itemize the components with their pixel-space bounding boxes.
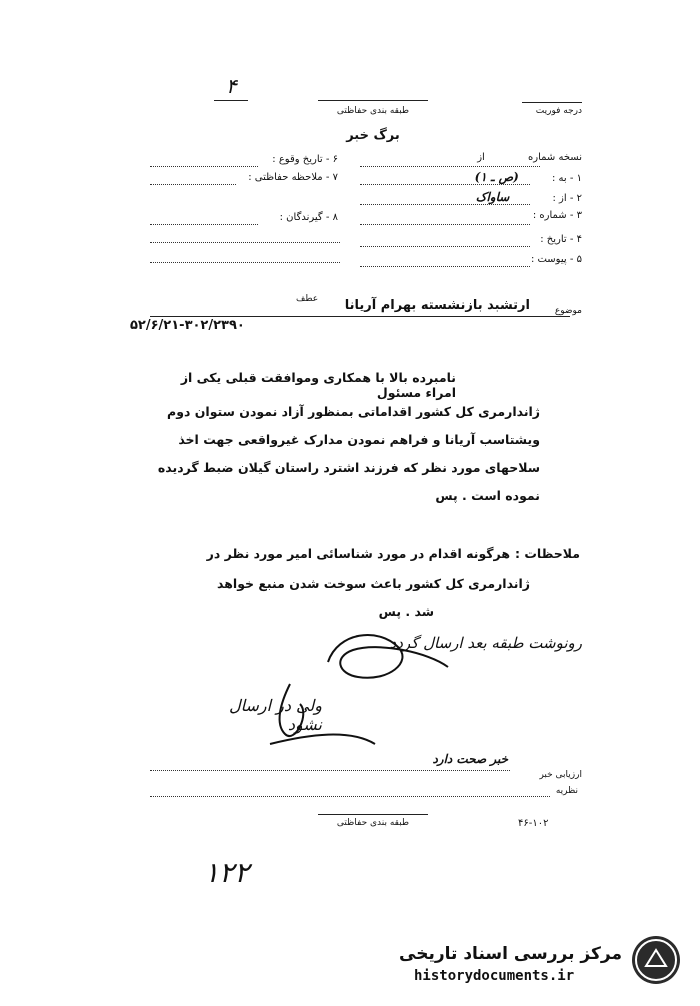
extra-dots-2 <box>150 262 340 263</box>
subject-value: ارتشبد بازنشسته بهرام آریانا <box>344 298 530 313</box>
subject-line <box>150 316 570 317</box>
event-date-dots <box>150 166 258 167</box>
page-mark-underline <box>214 100 248 101</box>
classification-line-top <box>318 100 428 101</box>
number-dots <box>360 224 530 225</box>
body-line-3: ویشتاسب آریانا و فراهم نمودن مدارک غیرواقعی جهت اخذ <box>178 432 540 447</box>
page-mark: ۴ <box>226 74 237 98</box>
remarks-label: ملاحظات : <box>514 546 580 561</box>
classification-label-top: طبقه بندی حفاظتی <box>336 106 410 116</box>
form-row-number: ۳ - شماره : <box>532 210 582 221</box>
form-code: ۴۶-۱۰۲ <box>518 818 549 829</box>
form-row-protective: ۷ - ملاحظه حفاظتی : <box>248 172 338 183</box>
priority-label: درجه فوریت <box>535 106 582 116</box>
evaluation-value: خبر صحت دارد <box>432 752 508 766</box>
form-row-copy <box>352 152 582 163</box>
handwritten-note-2: ولی در ارسال نشود <box>228 696 322 734</box>
handwritten-note-1: رونوشت طبقه بعد ارسال گردد <box>389 634 582 652</box>
from-dots <box>360 204 530 205</box>
body-line-1: نامبرده بالا با همکاری وموافقت قبلی یکی از امراء مسئول <box>180 370 456 400</box>
page-number: ۱۲۲ <box>204 856 250 889</box>
date-dots <box>360 246 530 247</box>
form-title: برگ خبر <box>346 128 400 143</box>
opinion-dots <box>150 796 550 797</box>
to-value: (ص ـ ۱) <box>474 170 519 184</box>
evaluation-dots <box>150 770 510 771</box>
classification-line-bottom <box>318 814 428 815</box>
watermark-logo-icon <box>632 936 680 984</box>
subject-label: موضوع <box>554 306 582 316</box>
copy-dots <box>360 166 540 167</box>
form-row-to <box>352 170 582 184</box>
opinion-label: نظریه <box>555 786 578 796</box>
attachment-dots <box>360 266 530 267</box>
to-dots <box>360 184 530 185</box>
copy-from-label: از <box>477 152 485 163</box>
priority-line <box>522 102 582 103</box>
watermark-url[interactable]: historydocuments.ir <box>414 968 575 984</box>
form-row-event-date: ۶ - تاریخ وقوع : <box>272 154 338 165</box>
form-row-attachment: ۵ - پیوست : <box>530 254 582 265</box>
form-row-from <box>352 190 582 204</box>
reference-label: عطف <box>296 294 319 304</box>
classification-label-bottom: طبقه بندی حفاظتی <box>336 818 410 828</box>
body-line-2: ژاندارمری کل کشور اقداماتی بمنظور آزاد نمودن ستوان دوم <box>167 404 540 419</box>
remarks-line-1: هرگونه اقدام در مورد شناسائی امیر مورد نظر در <box>206 546 510 561</box>
remarks-line-3: شد . پس <box>378 604 434 619</box>
recipients-dots <box>150 224 258 225</box>
from-value: ساواک <box>475 190 510 204</box>
from-label: ۲ - از : <box>552 193 582 204</box>
copy-label: نسخه <box>558 152 582 163</box>
reference-value: ۵۲/۶/۲۱-۳۰۲/۲۳۹۰ <box>130 318 245 333</box>
form-row-recipients: ۸ - گیرندگان : <box>279 212 338 223</box>
remarks-line-2: ژاندارمری کل کشور باعث سوخت شدن منبع خواهد <box>217 576 530 591</box>
copy-number-label: شماره <box>528 152 556 163</box>
protective-dots <box>150 184 236 185</box>
watermark-name: مرکز بررسی اسناد تاریخی <box>399 944 622 964</box>
body-line-4: سلاحهای مورد نظر که فرزند اشترد راستان گیلان ضبط گردیده <box>157 460 540 475</box>
evaluation-label: ارزیابی خبر <box>539 770 582 780</box>
form-row-date: ۴ - تاریخ : <box>540 234 582 245</box>
to-label: ۱ - به : <box>551 173 582 184</box>
body-line-5: نموده است . پس <box>435 488 540 503</box>
extra-dots-1 <box>150 242 340 243</box>
